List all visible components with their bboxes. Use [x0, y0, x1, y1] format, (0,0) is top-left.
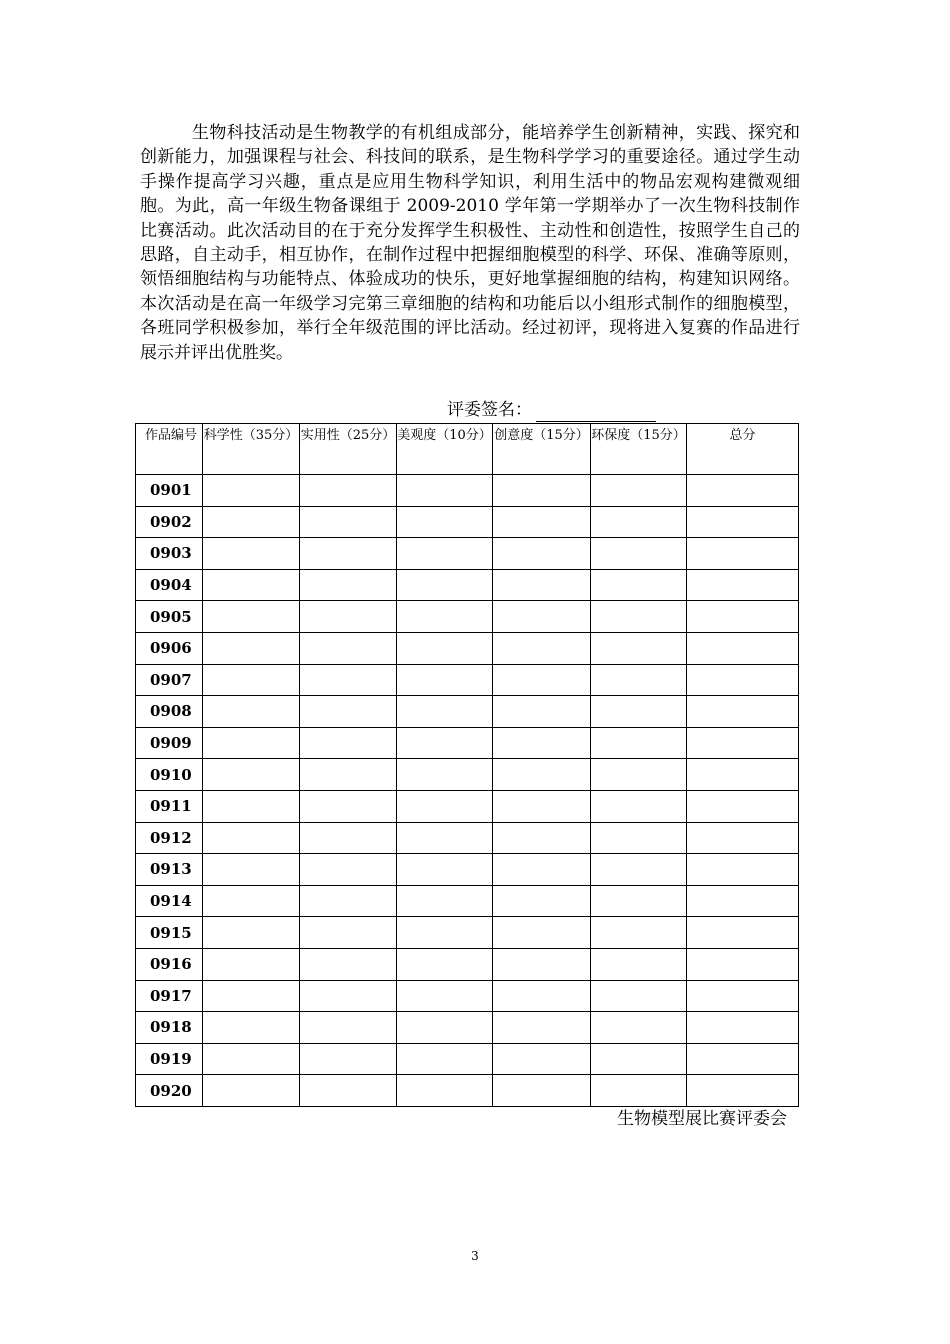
table-row — [136, 569, 799, 601]
header-cell: 环保度（15分） — [591, 424, 687, 475]
score-cell[interactable] — [397, 696, 493, 728]
score-cell[interactable] — [397, 664, 493, 696]
score-cell[interactable] — [300, 759, 397, 791]
header-cell: 实用性（25分） — [300, 424, 397, 475]
score-cell[interactable] — [687, 948, 799, 980]
score-cell[interactable] — [591, 759, 687, 791]
score-cell[interactable] — [591, 917, 687, 949]
entry-id: 0905 — [136, 601, 203, 633]
score-cell[interactable] — [397, 569, 493, 601]
table-row — [136, 917, 799, 949]
score-cell[interactable] — [591, 822, 687, 854]
entry-id: 0912 — [136, 822, 203, 854]
score-cell[interactable] — [397, 1043, 493, 1075]
score-cell[interactable] — [300, 506, 397, 538]
score-cell[interactable] — [203, 822, 300, 854]
entry-id: 0911 — [136, 790, 203, 822]
score-cell[interactable] — [687, 1075, 799, 1107]
score-cell[interactable] — [300, 822, 397, 854]
score-cell[interactable] — [493, 854, 591, 886]
score-cell[interactable] — [203, 664, 300, 696]
score-cell[interactable] — [493, 1012, 591, 1044]
score-cell[interactable] — [397, 885, 493, 917]
score-cell[interactable] — [397, 475, 493, 507]
table-row — [136, 948, 799, 980]
score-cell[interactable] — [397, 1075, 493, 1107]
score-cell[interactable] — [203, 601, 300, 633]
score-cell[interactable] — [300, 664, 397, 696]
table-row — [136, 854, 799, 886]
score-cell[interactable] — [493, 980, 591, 1012]
table-row — [136, 506, 799, 538]
header-cell: 创意度（15分） — [493, 424, 591, 475]
score-cell[interactable] — [203, 538, 300, 570]
score-cell[interactable] — [203, 475, 300, 507]
table-row — [136, 822, 799, 854]
score-cell[interactable] — [591, 1075, 687, 1107]
score-cell[interactable] — [493, 601, 591, 633]
table-row — [136, 601, 799, 633]
score-cell[interactable] — [397, 854, 493, 886]
score-cell[interactable] — [687, 506, 799, 538]
score-cell[interactable] — [397, 506, 493, 538]
score-cell[interactable] — [591, 854, 687, 886]
score-cell[interactable] — [300, 1043, 397, 1075]
score-cell[interactable] — [493, 1075, 591, 1107]
table-row — [136, 664, 799, 696]
score-cell[interactable] — [493, 569, 591, 601]
score-cell[interactable] — [203, 696, 300, 728]
score-cell[interactable] — [591, 885, 687, 917]
score-cell[interactable] — [687, 569, 799, 601]
score-cell[interactable] — [687, 1043, 799, 1075]
score-cell[interactable] — [591, 506, 687, 538]
score-cell[interactable] — [300, 632, 397, 664]
score-cell[interactable] — [397, 601, 493, 633]
score-cell[interactable] — [203, 569, 300, 601]
header-cell: 作品编号 — [136, 424, 203, 475]
score-table — [135, 423, 799, 1107]
table-row — [136, 696, 799, 728]
score-cell[interactable] — [300, 538, 397, 570]
page-number: 3 — [471, 1249, 479, 1263]
score-cell[interactable] — [300, 1075, 397, 1107]
score-cell[interactable] — [687, 664, 799, 696]
score-cell[interactable] — [300, 790, 397, 822]
score-cell[interactable] — [493, 538, 591, 570]
entry-id: 0909 — [136, 727, 203, 759]
entry-id: 0915 — [136, 917, 203, 949]
score-cell[interactable] — [397, 917, 493, 949]
score-cell[interactable] — [591, 664, 687, 696]
table-row — [136, 790, 799, 822]
table-row — [136, 980, 799, 1012]
score-cell[interactable] — [493, 696, 591, 728]
score-cell[interactable] — [203, 885, 300, 917]
score-cell[interactable] — [203, 980, 300, 1012]
table-row — [136, 885, 799, 917]
table-row — [136, 1075, 799, 1107]
score-cell[interactable] — [397, 980, 493, 1012]
entry-id: 0914 — [136, 885, 203, 917]
score-cell[interactable] — [591, 790, 687, 822]
score-cell[interactable] — [687, 1012, 799, 1044]
score-cell[interactable] — [300, 948, 397, 980]
score-cell[interactable] — [397, 822, 493, 854]
score-cell[interactable] — [493, 917, 591, 949]
score-cell[interactable] — [300, 601, 397, 633]
judge-signature — [447, 398, 656, 422]
score-cell[interactable] — [591, 475, 687, 507]
signature-label: 评委签名： — [447, 400, 532, 420]
entry-id: 0908 — [136, 696, 203, 728]
entry-id: 0918 — [136, 1012, 203, 1044]
score-cell[interactable] — [397, 759, 493, 791]
score-cell[interactable] — [203, 506, 300, 538]
entry-id: 0904 — [136, 569, 203, 601]
score-cell[interactable] — [397, 1012, 493, 1044]
score-cell[interactable] — [203, 1075, 300, 1107]
score-cell[interactable] — [687, 917, 799, 949]
score-cell[interactable] — [300, 727, 397, 759]
score-cell[interactable] — [493, 822, 591, 854]
entry-id: 0902 — [136, 506, 203, 538]
entry-id: 0916 — [136, 948, 203, 980]
score-cell[interactable] — [591, 538, 687, 570]
score-cell[interactable] — [397, 538, 493, 570]
score-cell[interactable] — [591, 696, 687, 728]
score-cell[interactable] — [687, 696, 799, 728]
table-row — [136, 1043, 799, 1075]
intro-paragraph: 生物科技活动是生物教学的有机组成部分，能培养学生创新精神，实践、探究和创新能力，加强课程与社会、科技间的联系，是生物科学学习的重要途径。通过学生动手操作提高学习兴趣，重点是应用生物科学知识，利用生活中的物品宏观构建微观细胞。为此，高一年级生物备课组于 2009-2010 学年第一学期举办了一次生物科技制作比赛活动。此次活动目的在于充分发挥学生积极性、主动性和创造性，按照学生自己的思路，自主动手，相互协作，在制作过程中把握细胞模型的科学、环保、准确等原则，领悟细胞结构与功能特点、体验成功的快乐，更好地掌握细胞的结构，构建知识网络。本次活动是在高一年级学习完第三章细胞的结构和功能后以小组形式制作的细胞模型，各班同学积极参加，举行全年级范围的评比活动。经过初评，现将进入复赛的作品进行展示并评出优胜奖。 — [140, 123, 800, 363]
entry-id: 0910 — [136, 759, 203, 791]
score-cell[interactable] — [203, 854, 300, 886]
entry-id: 0903 — [136, 538, 203, 570]
score-cell[interactable] — [300, 917, 397, 949]
score-cell[interactable] — [687, 601, 799, 633]
header-cell: 总分 — [687, 424, 799, 475]
score-cell[interactable] — [591, 948, 687, 980]
score-cell[interactable] — [687, 885, 799, 917]
score-cell[interactable] — [397, 948, 493, 980]
score-cell[interactable] — [591, 601, 687, 633]
organizer: 生物模型展比赛评委会 — [617, 1109, 787, 1129]
score-cell[interactable] — [203, 1012, 300, 1044]
table-row — [136, 1012, 799, 1044]
score-cell[interactable] — [591, 1012, 687, 1044]
score-cell[interactable] — [687, 475, 799, 507]
score-cell[interactable] — [203, 632, 300, 664]
score-cell[interactable] — [203, 790, 300, 822]
score-cell[interactable] — [397, 727, 493, 759]
score-cell[interactable] — [300, 1012, 397, 1044]
entry-id: 0917 — [136, 980, 203, 1012]
score-cell[interactable] — [493, 475, 591, 507]
score-cell[interactable] — [591, 632, 687, 664]
entry-id: 0919 — [136, 1043, 203, 1075]
score-cell[interactable] — [687, 727, 799, 759]
header-cell: 科学性（35分） — [203, 424, 300, 475]
score-cell[interactable] — [493, 664, 591, 696]
entry-id: 0913 — [136, 854, 203, 886]
score-cell[interactable] — [687, 632, 799, 664]
score-cell[interactable] — [493, 759, 591, 791]
score-cell[interactable] — [300, 854, 397, 886]
score-cell[interactable] — [203, 948, 300, 980]
score-cell[interactable] — [493, 885, 591, 917]
score-cell[interactable] — [591, 727, 687, 759]
score-cell[interactable] — [203, 1043, 300, 1075]
table-row — [136, 538, 799, 570]
header-cell: 美观度（10分） — [397, 424, 493, 475]
score-cell[interactable] — [687, 854, 799, 886]
score-cell[interactable] — [300, 569, 397, 601]
score-cell[interactable] — [203, 917, 300, 949]
score-cell[interactable] — [397, 790, 493, 822]
score-cell[interactable] — [687, 538, 799, 570]
entry-id: 0906 — [136, 632, 203, 664]
score-cell[interactable] — [203, 759, 300, 791]
score-cell[interactable] — [591, 1043, 687, 1075]
entry-id: 0901 — [136, 475, 203, 507]
score-cell[interactable] — [300, 696, 397, 728]
entry-id: 0920 — [136, 1075, 203, 1107]
score-cell[interactable] — [493, 632, 591, 664]
table-row — [136, 727, 799, 759]
table-row — [136, 759, 799, 791]
score-cell[interactable] — [493, 506, 591, 538]
score-cell[interactable] — [203, 727, 300, 759]
score-cell[interactable] — [300, 475, 397, 507]
score-cell[interactable] — [687, 822, 799, 854]
score-cell[interactable] — [493, 948, 591, 980]
entry-id: 0907 — [136, 664, 203, 696]
score-cell[interactable] — [687, 790, 799, 822]
score-cell[interactable] — [591, 569, 687, 601]
table-row — [136, 475, 799, 507]
table-row — [136, 632, 799, 664]
score-cell[interactable] — [493, 790, 591, 822]
signature-line[interactable] — [536, 403, 656, 422]
score-cell[interactable] — [493, 1043, 591, 1075]
score-cell[interactable] — [300, 885, 397, 917]
score-cell[interactable] — [591, 980, 687, 1012]
score-cell[interactable] — [300, 980, 397, 1012]
score-cell[interactable] — [687, 980, 799, 1012]
score-cell[interactable] — [687, 759, 799, 791]
score-cell[interactable] — [493, 727, 591, 759]
header-row — [136, 424, 799, 475]
score-cell[interactable] — [397, 632, 493, 664]
